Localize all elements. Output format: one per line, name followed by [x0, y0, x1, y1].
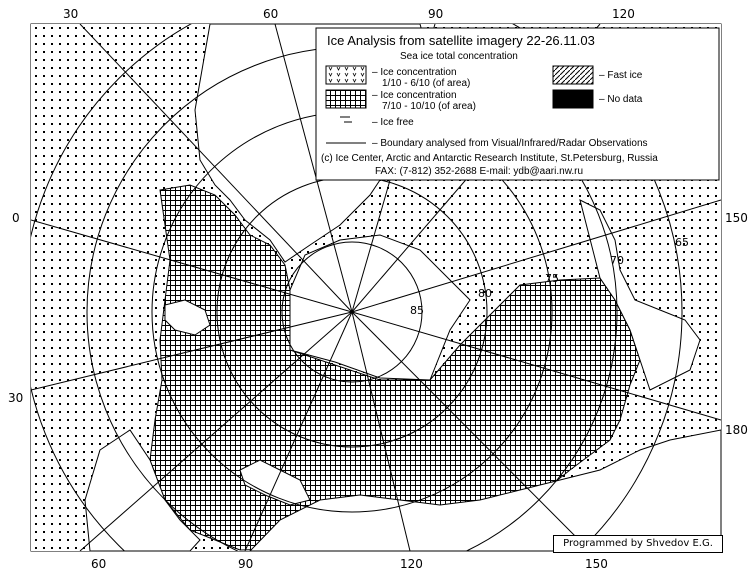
legend-fast-ice: Fast ice — [607, 70, 643, 81]
lon-right-180: 180 — [725, 423, 748, 437]
lat-label-70: 70 — [610, 254, 624, 267]
legend-high-line2: 7/10 - 10/10 (of area) — [382, 101, 476, 112]
lat-label-75: 75 — [545, 272, 559, 285]
svg-text:– Boundary analysed from Visua: – Boundary analysed from Visual/Infrared/Radar Observations — [372, 138, 648, 149]
lon-bottom-120: 120 — [400, 557, 423, 571]
lon-top-90: 90 — [428, 7, 444, 21]
lon-top-30: 30 — [63, 7, 79, 21]
credit-box — [553, 535, 723, 553]
svg-text:– Ice concentration: – Ice concentration — [372, 67, 457, 78]
lat-label-80: 80 — [478, 287, 492, 300]
lon-bottom-150: 150 — [585, 557, 608, 571]
legend-low-line2: 1/10 - 6/10 (of area) — [382, 78, 471, 89]
legend-no-data: No data — [607, 94, 643, 105]
svg-text:– No data: – No data — [599, 94, 643, 105]
legend-ice-free: Ice free — [380, 117, 414, 128]
lon-left-0: 0 — [12, 211, 20, 225]
legend-boundary: Boundary analysed from Visual/Infrared/Radar Observations — [380, 138, 648, 149]
legend-subtitle: Sea ice total concentration — [400, 51, 518, 62]
swatch-no-data — [553, 90, 593, 108]
lon-left-30: 30 — [8, 391, 24, 405]
lon-right-150: 150 — [725, 211, 748, 225]
svg-text:– Fast ice: – Fast ice — [599, 70, 643, 81]
legend-title: Ice Analysis from satellite imagery 22-26.11.03 — [327, 33, 595, 48]
legend-low-line1: Ice concentration — [380, 67, 457, 78]
lon-top-60: 60 — [263, 7, 279, 21]
swatch-fast-ice — [553, 66, 593, 84]
lon-bottom-90: 90 — [238, 557, 254, 571]
lat-label-85: 85 — [410, 304, 424, 317]
credit-text: Programmed by Shvedov E.G. — [563, 538, 713, 549]
svg-text:– Ice concentration: – Ice concentration — [372, 90, 457, 101]
swatch-low-concentration — [326, 66, 366, 84]
lat-label-65: 65 — [675, 236, 689, 249]
swatch-high-concentration — [326, 90, 366, 108]
lon-top-120: 120 — [612, 7, 635, 21]
legend-contact: FAX: (7-812) 352-2688 E-mail: ydb@aari.nw.ru — [375, 166, 584, 177]
svg-text:– Ice free: – Ice free — [372, 117, 414, 128]
legend-high-line1: Ice concentration — [380, 90, 457, 101]
legend — [316, 28, 719, 180]
legend-copyright: (c) Ice Center, Arctic and Antarctic Research Institute, St.Petersburg, Russia — [321, 153, 658, 164]
lon-bottom-60: 60 — [91, 557, 107, 571]
